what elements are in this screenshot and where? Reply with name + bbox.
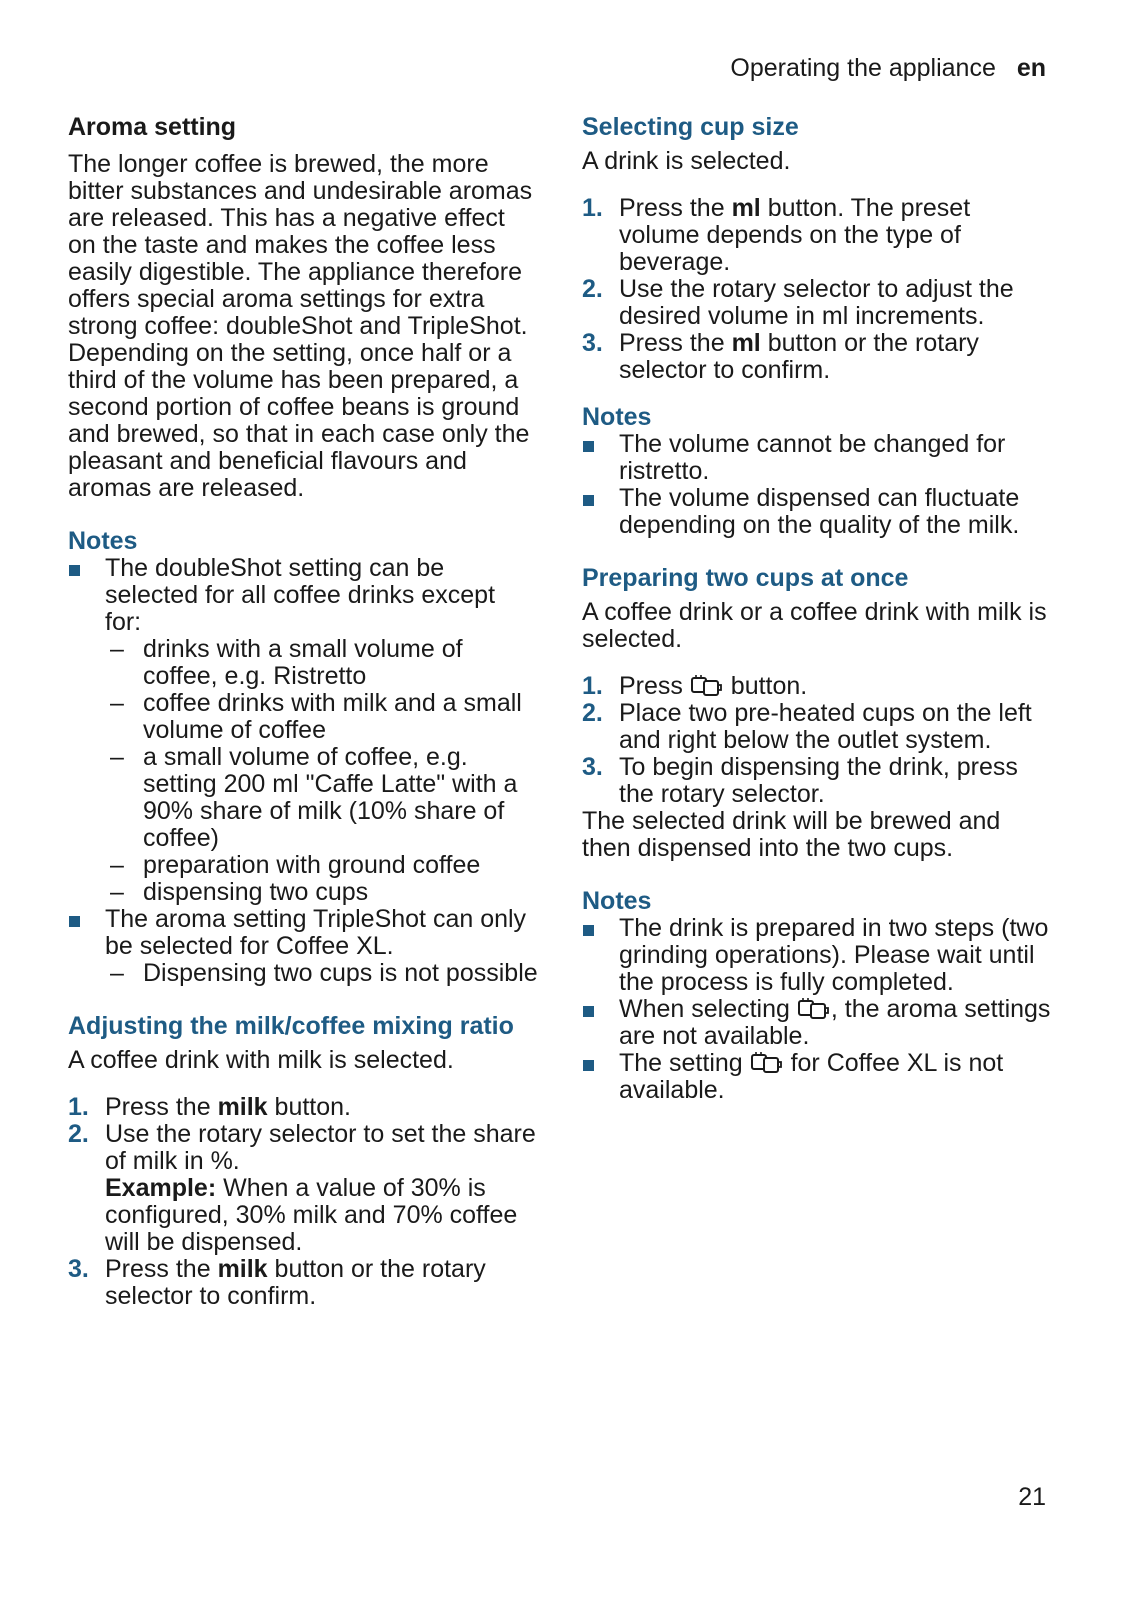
sub-item-text: drinks with a small volume of coffee, e.g. Ristretto [143, 635, 463, 690]
square-bullet-icon [583, 1060, 594, 1071]
note-item [582, 485, 1054, 539]
note-text: The volume cannot be changed for ristretto. [619, 430, 1006, 485]
note-text: for Coffee XL is not available. [619, 1049, 1004, 1104]
step-text: Use the rotary selector to set the share of milk in %. [105, 1120, 536, 1175]
right-column [582, 113, 1054, 1104]
step-text: Place two pre-heated cups on the left and right below the outlet system. [619, 699, 1032, 754]
square-bullet-icon [583, 1006, 594, 1017]
aroma-body: The longer coffee is brewed, the more bitter substances and undesirable aromas are released. This has a negative effect on the taste and makes the coffee less easily digestible. The appliance therefore offers special aroma settings for extra strong coffee: doubleShot and TripleShot. Depending on the setting, once half or a third of the volume has been prepared, a second portion of coffee beans is ground and brewed, so that in each case only the pleasant and beneficial flavours and aromas are released. [68, 150, 533, 502]
step-number: 1. [582, 194, 603, 222]
two-cups-icon [750, 1050, 784, 1074]
step-item [582, 330, 1054, 384]
step-text: Press the [619, 194, 732, 222]
sub-item [105, 879, 538, 906]
page-number: 21 [1018, 1483, 1046, 1511]
aroma-heading: Aroma setting [68, 113, 237, 141]
sub-item [105, 960, 538, 987]
step-number: 2. [68, 1120, 89, 1148]
step-text: Press the [105, 1255, 218, 1283]
sub-item-text: dispensing two cups [143, 878, 369, 906]
sub-item-text: preparation with ground coffee [143, 851, 481, 879]
two-cups-icon [690, 673, 724, 697]
step-item [582, 195, 1054, 276]
step-number: 2. [582, 275, 603, 303]
step-number: 2. [582, 699, 603, 727]
note-item [582, 1050, 1054, 1104]
note-text: The aroma setting TripleShot can only be selected for Coffee XL. [105, 905, 527, 960]
ml-button-label: ml [731, 194, 761, 222]
milk-button-label: milk [217, 1255, 268, 1283]
square-bullet-icon [69, 565, 80, 576]
sub-item [105, 852, 538, 879]
sub-item [105, 690, 538, 744]
example-label: Example: [105, 1174, 217, 1202]
square-bullet-icon [583, 495, 594, 506]
sub-item [105, 636, 538, 690]
cup-heading: Selecting cup size [582, 113, 799, 141]
step-number: 3. [582, 329, 603, 357]
step-text: To begin dispensing the drink, press the rotary selector. [619, 753, 1018, 808]
milk-intro: A coffee drink with milk is selected. [68, 1046, 454, 1074]
running-header [730, 54, 1046, 83]
step-text: button or the rotary selector to confirm. [619, 329, 979, 384]
two-cups-intro: A coffee drink or a coffee drink with milk is selected. [582, 598, 1047, 653]
step-text: button. [723, 672, 808, 700]
dash-marker: – [110, 635, 124, 663]
step-number: 1. [582, 672, 603, 700]
note-item [68, 555, 538, 636]
step-text: Press the [105, 1093, 218, 1121]
step-text: Use the rotary selector to adjust the desired volume in ml increments. [619, 275, 1014, 330]
sub-item [105, 744, 538, 852]
step-number: 1. [68, 1093, 89, 1121]
language-code: en [1016, 54, 1046, 82]
note-text: When selecting [619, 995, 797, 1023]
sub-item-text: Dispensing two cups is not possible [143, 959, 538, 987]
note-item [582, 915, 1054, 996]
step-item [582, 700, 1054, 754]
left-column [68, 113, 538, 1310]
sub-item-text: coffee drinks with milk and a small volume of coffee [143, 689, 522, 744]
two-cups-notes-heading: Notes [582, 887, 652, 915]
note-item [68, 906, 538, 960]
square-bullet-icon [583, 925, 594, 936]
step-text: button. The preset volume depends on the type of beverage. [619, 194, 971, 276]
aroma-notes-heading: Notes [68, 527, 138, 555]
square-bullet-icon [69, 916, 80, 927]
step-item [582, 276, 1054, 330]
step-text: button. [267, 1093, 351, 1121]
milk-heading: Adjusting the milk/coffee mixing ratio [68, 1012, 514, 1040]
note-item [582, 996, 1054, 1050]
step-number: 3. [68, 1255, 89, 1283]
note-text: The volume dispensed can fluctuate depending on the quality of the milk. [619, 484, 1020, 539]
note-text: The drink is prepared in two steps (two grinding operations). Please wait until the process is fully completed. [619, 914, 1049, 996]
milk-button-label: milk [217, 1093, 268, 1121]
step-item [68, 1256, 538, 1310]
square-bullet-icon [583, 441, 594, 452]
step-text: Press [619, 672, 690, 700]
section-title: Operating the appliance [730, 54, 996, 82]
example-text: When a value of 30% is configured, 30% milk and 70% coffee will be dispensed. [105, 1174, 518, 1256]
step-text: Press the [619, 329, 732, 357]
dash-marker: – [110, 851, 124, 879]
step-item [68, 1121, 538, 1256]
two-cups-icon [797, 996, 831, 1020]
note-item [582, 431, 1054, 485]
ml-button-label: ml [731, 329, 761, 357]
note-text: , the aroma settings are not available. [619, 995, 1051, 1050]
dash-marker: – [110, 689, 124, 717]
dash-marker: – [110, 878, 124, 906]
note-text: The setting [619, 1049, 750, 1077]
two-cups-result: The selected drink will be brewed and then dispensed into the two cups. [582, 807, 1001, 862]
step-item [582, 754, 1054, 808]
step-item [68, 1094, 538, 1121]
cup-intro: A drink is selected. [582, 147, 791, 175]
note-text: The doubleShot setting can be selected for all coffee drinks except for: [105, 554, 496, 636]
dash-marker: – [110, 959, 124, 987]
step-text: button or the rotary selector to confirm. [105, 1255, 486, 1310]
two-cups-heading: Preparing two cups at once [582, 564, 909, 592]
dash-marker: – [110, 743, 124, 771]
cup-notes-heading: Notes [582, 403, 652, 431]
step-item [582, 673, 1054, 700]
step-number: 3. [582, 753, 603, 781]
sub-item-text: a small volume of coffee, e.g. setting 200 ml "Caffe Latte" with a 90% share of milk (10% share of coffee) [143, 743, 518, 852]
